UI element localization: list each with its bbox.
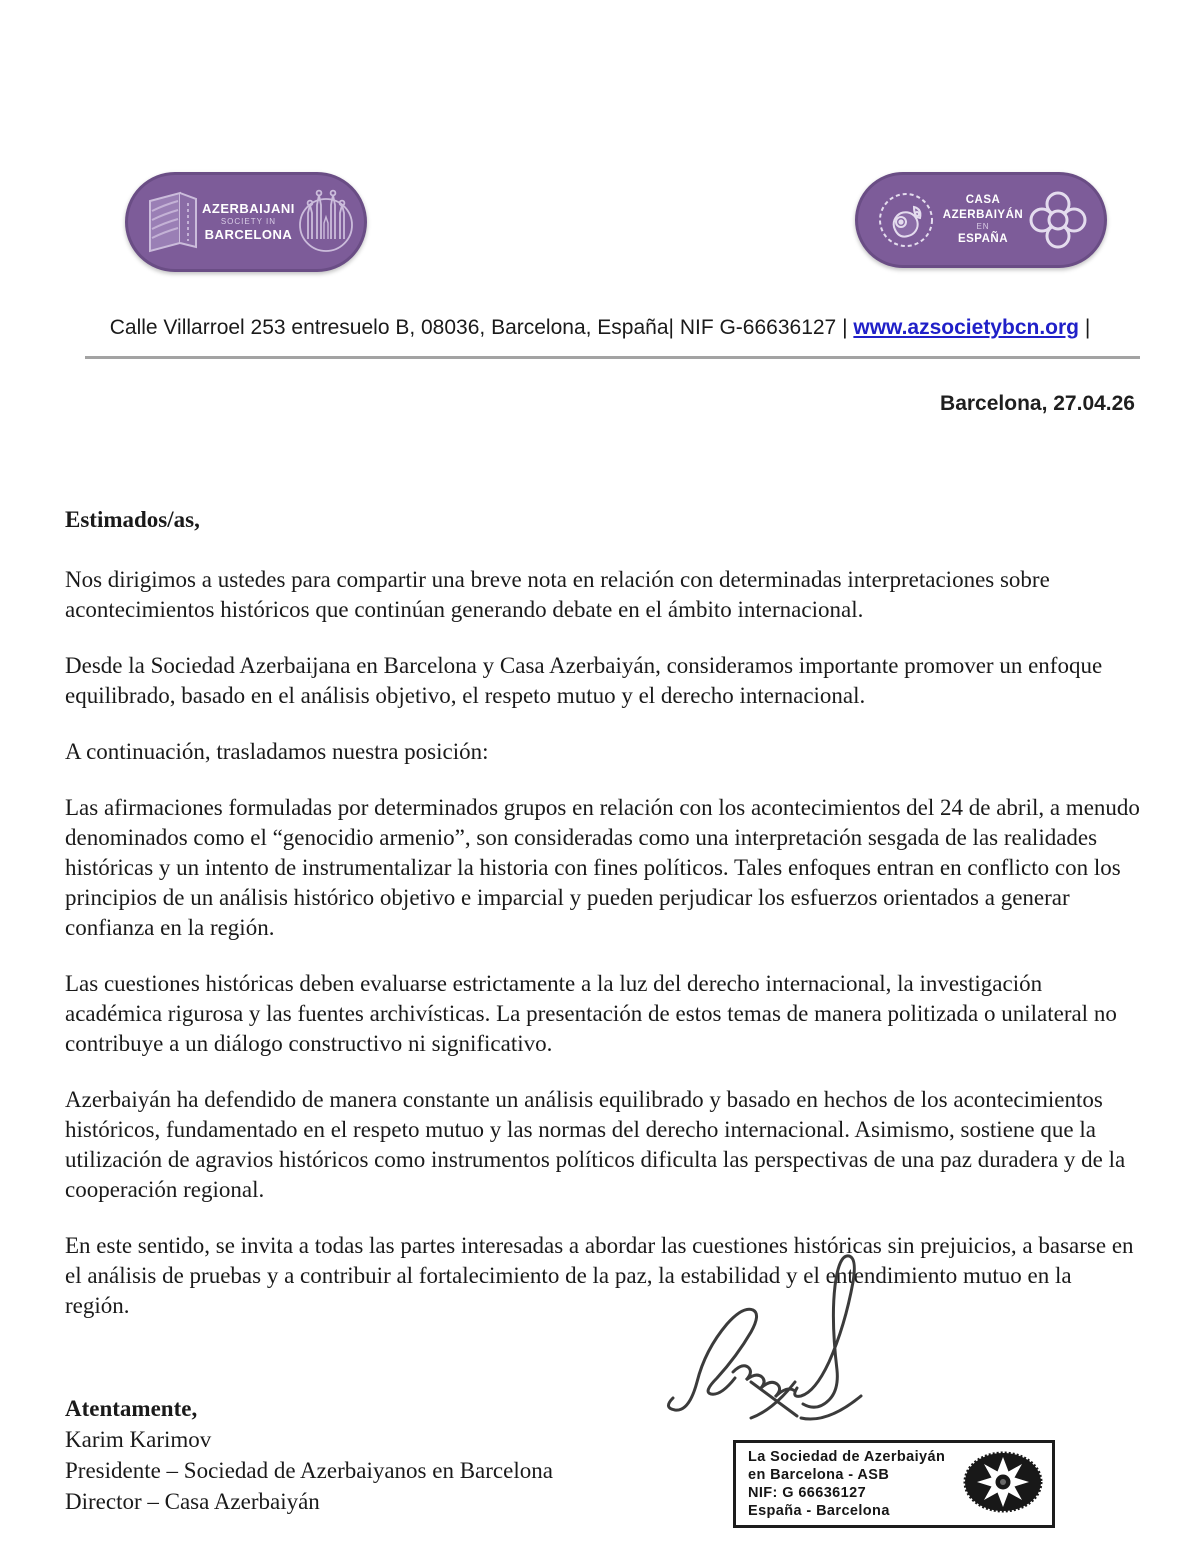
stamp-line3: NIF: G 66636127 — [748, 1485, 867, 1501]
closing: Atentamente, — [65, 1396, 198, 1421]
letter-paragraph: Desde la Sociedad Azerbaijana en Barcelona y Casa Azerbaiyán, consideramos importante promover un enfoque equilibrado, basado en el análisis objetivo, el respeto mutuo y el derecho internacional. — [65, 653, 1103, 708]
logo-left-line1: AZERBAIJANI — [202, 200, 295, 216]
handwritten-signature — [655, 1240, 895, 1425]
waving-flag-icon — [144, 189, 202, 255]
stamp-line2: en Barcelona - ASB — [748, 1467, 890, 1483]
letter-paragraphs — [65, 565, 1140, 1321]
letter-paragraph: Las afirmaciones formuladas por determinados grupos en relación con los acontecimientos del 24 de abril, a menudo denominados como el “genocidio armenio”, son consideradas como una interpretación sesgada de las realidades históricas y un intento de instrumentalizar la historia con fines políticos. Tales enfoques entran en conflicto con los principios de un análisis histórico objetivo e imparcial y pueden perjudicar los esfuerzos orientados a generar confianza en la región. — [65, 795, 1140, 940]
logo-right-line2: EN — [976, 222, 990, 232]
logo-left-line2: SOCIETY IN — [220, 217, 277, 226]
sagrada-familia-icon — [295, 187, 357, 257]
stamp-line4: España - Barcelona — [748, 1503, 890, 1519]
logo-left-text — [202, 201, 295, 244]
logo-right-text — [938, 193, 1028, 246]
letter-paragraph: A continuación, trasladamos nuestra posición: — [65, 739, 489, 764]
letter-paragraph: En este sentido, se invita a todas las partes interesadas a abordar las cuestiones históricas sin prejuicios, a basarse en el análisis de pruebas y a contribuir al fortalecimiento de la paz, la estabilidad y el entendimiento mutuo en la región. — [65, 1233, 1134, 1318]
date-line: Barcelona, 27.04.26 — [940, 392, 1135, 415]
header-divider — [85, 356, 1140, 359]
signer-name: Karim Karimov — [65, 1427, 212, 1452]
address-suffix: | — [1078, 316, 1091, 339]
letter-paragraph: Nos dirigimos a ustedes para compartir una breve nota en relación con determinadas interpretaciones sobre acontecimientos históricos que continúan generando debate en el ámbito internacional. — [65, 567, 1050, 622]
letter-body — [65, 505, 1140, 1517]
eight-pointed-star-seal-icon — [962, 1449, 1044, 1520]
letter-paragraph: Las cuestiones históricas deben evaluarse estrictamente a la luz del derecho internacional, la investigación académica rigurosa y las fuentes archivísticas. La presentación de estos temas de manera politizada o unilateral no contribuye a un diálogo constructivo ni significativo. — [65, 971, 1117, 1056]
logo-right-line3: ESPAÑA — [957, 233, 1009, 246]
website-link[interactable]: www.azsocietybcn.org — [853, 316, 1079, 339]
stamp-text — [748, 1448, 952, 1520]
stamp-line1: La Sociedad de Azerbaiyán — [748, 1449, 946, 1465]
letter-paragraph: Azerbaiyán ha defendido de manera constante un análisis equilibrado y basado en hechos de los acontecimientos históricos, fundamentado en el respeto mutuo y las normas del derecho internacional. Asimismo, sostiene que la utilización de agravios históricos como instrumentos políticos dificulta las perspectivas de una paz duradera y de la cooperación regional. — [65, 1087, 1126, 1202]
address-line — [0, 316, 1200, 340]
buta-paisley-icon — [874, 189, 938, 251]
logo-left-line3: BARCELONA — [204, 227, 293, 242]
official-stamp — [733, 1440, 1055, 1528]
logo-right-line1: CASA AZERBAIYÁN — [942, 194, 1024, 221]
azerbaijani-society-logo — [125, 172, 367, 272]
address-text: Calle Villarroel 253 entresuelo B, 08036, Barcelona, España| NIF G-66636127 | — [109, 316, 854, 339]
panot-flower-icon — [1028, 190, 1088, 250]
casa-azerbaiyan-logo — [855, 172, 1107, 268]
greeting: Estimados/as, — [65, 507, 200, 532]
signer-title-director: Director – Casa Azerbaiyán — [65, 1489, 320, 1514]
signer-title-president: Presidente – Sociedad de Azerbaiyanos en Barcelona — [65, 1458, 553, 1483]
